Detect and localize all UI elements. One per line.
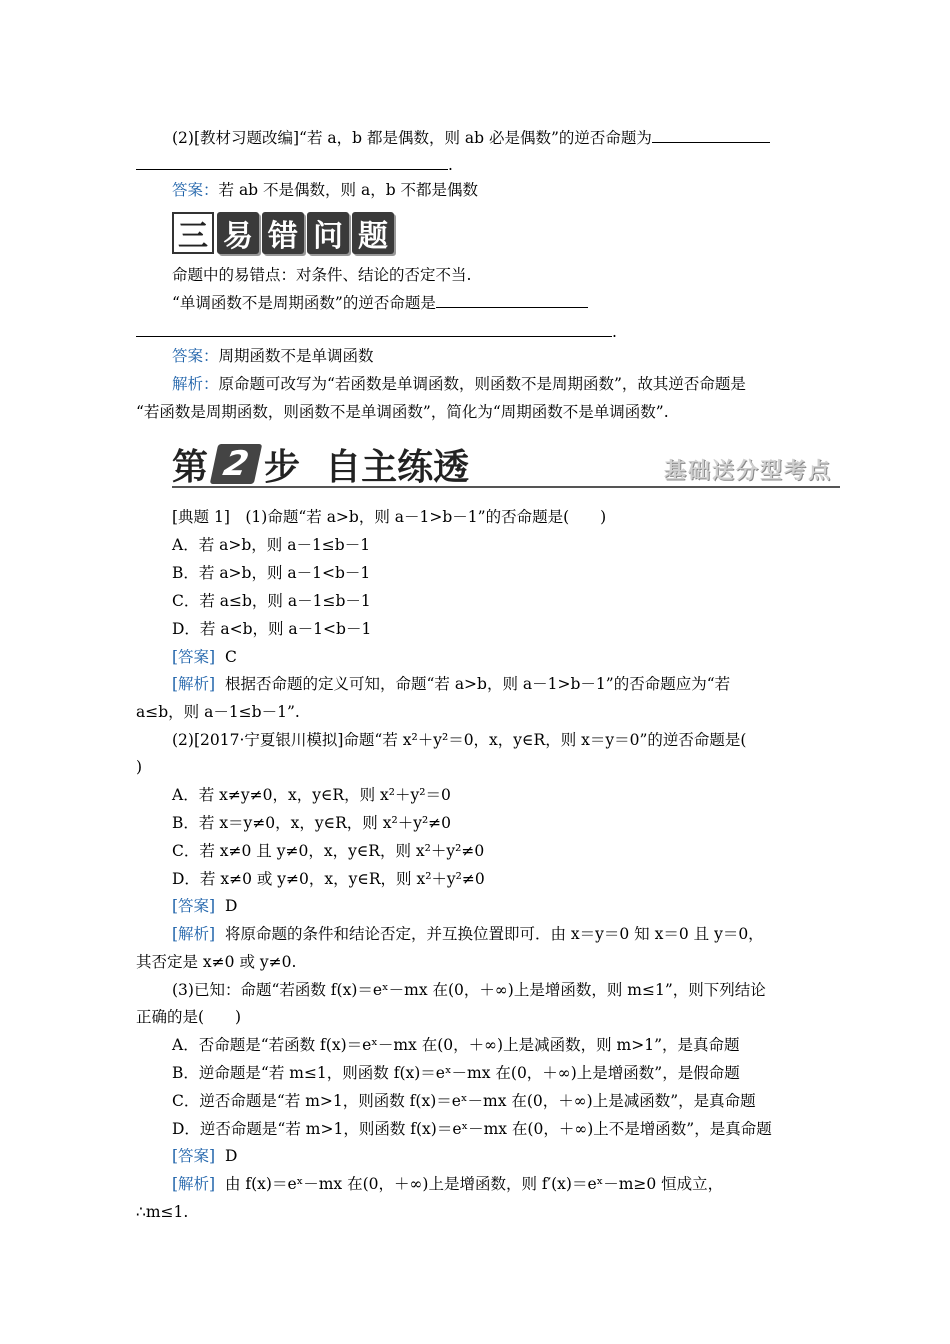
answer-blank	[136, 155, 448, 170]
answer-line	[172, 180, 478, 200]
analysis-line	[172, 924, 764, 944]
option: A．若 x≠y≠0，x，y∈R，则 x²＋y²＝0	[172, 786, 451, 804]
answer-label: 答案：	[172, 347, 219, 365]
analysis-label: 解析：	[172, 375, 219, 393]
section-char: 三	[172, 212, 214, 254]
period: .	[448, 156, 453, 174]
analysis-text: a≤b，则 a－1≤b－1”.	[136, 703, 300, 721]
question-line	[172, 128, 770, 148]
analysis-text: ∴m≤1.	[136, 1203, 189, 1221]
example2-question: )	[136, 758, 143, 776]
analysis-text: “若函数是周期函数，则函数不是单调函数”，简化为“周期函数不是单调函数”.	[136, 403, 669, 421]
answer-line	[172, 346, 374, 366]
question-text: (2)[教材习题改编]“若 a，b 都是偶数，则 ab 必是偶数”的逆否命题为	[172, 129, 652, 147]
analysis-line	[172, 374, 746, 394]
answer-line	[172, 1146, 237, 1166]
step-title-pre: 第	[172, 446, 209, 488]
option: B．逆命题是“若 m≤1，则函数 f(x)＝eˣ－mx 在(0，＋∞)上是增函数”，是假命题	[172, 1064, 740, 1082]
section-header-mistakes	[172, 212, 394, 254]
analysis-label: [解析]	[172, 925, 216, 943]
answer-text: 周期函数不是单调函数	[218, 347, 374, 365]
example3-question: 正确的是( )	[136, 1008, 242, 1026]
answer-text: D	[224, 897, 238, 915]
example1-question: [典题 1] (1)命题“若 a>b，则 a－1>b－1”的否命题是( )	[172, 508, 607, 526]
answer-blank	[436, 293, 588, 308]
section-char: 错	[262, 212, 304, 254]
option: D．逆否命题是“若 m>1，则函数 f(x)＝eˣ－mx 在(0，＋∞)上不是增函数”，是真命题	[172, 1120, 772, 1138]
period: .	[612, 323, 617, 341]
step-title	[172, 440, 469, 488]
section-char: 题	[352, 212, 394, 254]
option: B．若 a>b，则 a－1<b－1	[172, 564, 371, 582]
answer-text: C	[224, 648, 237, 666]
analysis-text: 根据否命题的定义可知，命题“若 a>b，则 a－1>b－1”的否命题应为“若	[224, 675, 731, 693]
section-char: 问	[307, 212, 349, 254]
question-line	[172, 293, 588, 313]
answer-label: 答案：	[172, 181, 219, 199]
question-line	[136, 155, 453, 175]
option: C．若 a≤b，则 a－1≤b－1	[172, 592, 371, 610]
step-number: 2	[210, 444, 263, 484]
answer-text: D	[224, 1147, 238, 1165]
question-line	[136, 322, 617, 342]
mistakes-intro: 命题中的易错点：对条件、结论的否定不当.	[172, 266, 472, 284]
answer-line	[172, 896, 237, 916]
answer-blank	[136, 322, 612, 337]
option: B．若 x＝y≠0，x，y∈R，则 x²＋y²≠0	[172, 814, 452, 832]
question-text: “单调函数不是周期函数”的逆否命题是	[172, 294, 436, 312]
analysis-label: [解析]	[172, 675, 216, 693]
analysis-label: [解析]	[172, 1175, 216, 1193]
option: A．否命题是“若函数 f(x)＝eˣ－mx 在(0，＋∞)上是减函数，则 m>1”，是真命题	[172, 1036, 740, 1054]
answer-label: [答案]	[172, 1147, 216, 1165]
analysis-line	[172, 674, 730, 694]
option: D．若 x≠0 或 y≠0，x，y∈R，则 x²＋y²≠0	[172, 870, 485, 888]
option: D．若 a<b，则 a－1<b－1	[172, 620, 372, 638]
option: C．逆否命题是“若 m>1，则函数 f(x)＝eˣ－mx 在(0，＋∞)上是减函数”，是真命题	[172, 1092, 756, 1110]
step-banner	[172, 440, 840, 488]
example3-question: (3)已知：命题“若函数 f(x)＝eˣ－mx 在(0，＋∞)上是增函数，则 m≤1”，则下列结论	[172, 981, 766, 999]
answer-label: [答案]	[172, 897, 216, 915]
section-char: 易	[217, 212, 259, 254]
answer-text: 若 ab 不是偶数，则 a，b 不都是偶数	[218, 181, 479, 199]
analysis-text: 将原命题的条件和结论否定，并互换位置即可．由 x＝y＝0 知 x＝0 且 y＝0，	[224, 925, 764, 943]
option: C．若 x≠0 且 y≠0，x，y∈R，则 x²＋y²≠0	[172, 842, 485, 860]
answer-label: [答案]	[172, 648, 216, 666]
analysis-text: 其否定是 x≠0 或 y≠0.	[136, 953, 297, 971]
banner-underline	[172, 486, 840, 488]
example2-question: (2)[2017·宁夏银川模拟]命题“若 x²＋y²＝0，x，y∈R，则 x＝y＝0”的逆否命题是(	[172, 731, 747, 749]
step-title-post: 步 自主练透	[264, 446, 470, 488]
step-subtitle: 基础送分型考点	[663, 459, 832, 484]
option: A．若 a>b，则 a－1≤b－1	[172, 536, 371, 554]
analysis-text: 原命题可改写为“若函数是单调函数，则函数不是周期函数”，故其逆否命题是	[218, 375, 746, 393]
analysis-text: 由 f(x)＝eˣ－mx 在(0，＋∞)上是增函数，则 f′(x)＝eˣ－m≥0 恒成立，	[224, 1175, 724, 1193]
analysis-line	[172, 1174, 723, 1194]
answer-line	[172, 647, 237, 667]
answer-blank	[652, 128, 770, 143]
